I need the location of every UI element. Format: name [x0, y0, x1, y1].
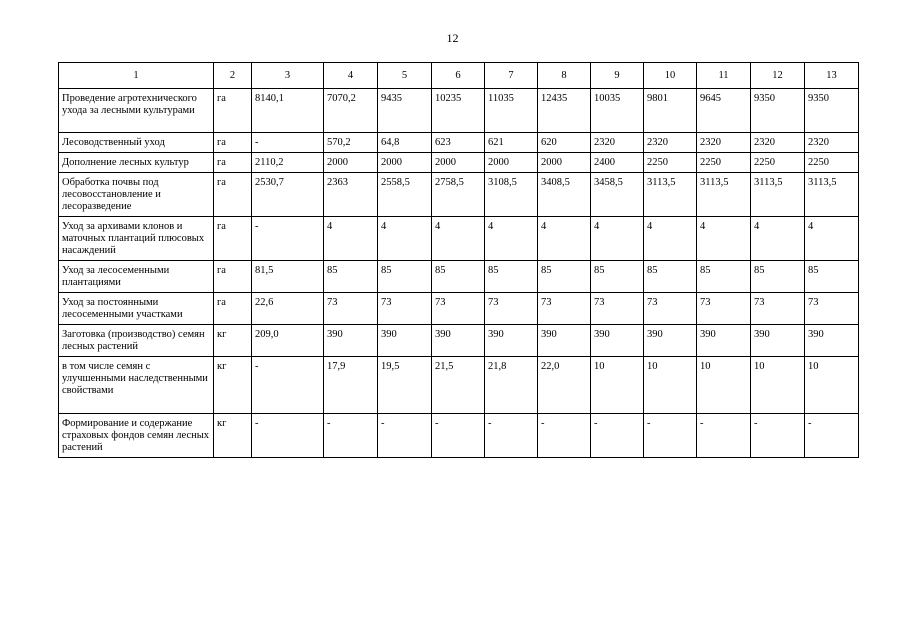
value-cell: -: [644, 414, 697, 458]
value-cell: 85: [644, 261, 697, 293]
value-cell: -: [751, 414, 805, 458]
value-cell: -: [324, 414, 378, 458]
column-header: 6: [432, 63, 485, 89]
unit-cell: га: [214, 261, 252, 293]
value-cell: 621: [485, 133, 538, 153]
value-cell: -: [252, 133, 324, 153]
value-cell: 73: [324, 293, 378, 325]
value-cell: 73: [485, 293, 538, 325]
value-cell: 390: [378, 325, 432, 357]
unit-cell: га: [214, 153, 252, 173]
value-cell: 85: [432, 261, 485, 293]
table-row: [59, 325, 859, 357]
value-cell: 4: [485, 217, 538, 261]
value-cell: 3458,5: [591, 173, 644, 217]
row-name-cell: Проведение агротехнического ухода за лесными культурами: [59, 89, 214, 133]
value-cell: 390: [591, 325, 644, 357]
value-cell: 4: [751, 217, 805, 261]
unit-cell: га: [214, 293, 252, 325]
value-cell: 2000: [378, 153, 432, 173]
column-header: 12: [751, 63, 805, 89]
value-cell: 2250: [697, 153, 751, 173]
value-cell: 73: [751, 293, 805, 325]
table-row: [59, 133, 859, 153]
value-cell: -: [252, 217, 324, 261]
value-cell: 85: [805, 261, 859, 293]
value-cell: 620: [538, 133, 591, 153]
value-cell: 390: [538, 325, 591, 357]
value-cell: 2363: [324, 173, 378, 217]
value-cell: 3408,5: [538, 173, 591, 217]
value-cell: 85: [591, 261, 644, 293]
column-header: 4: [324, 63, 378, 89]
value-cell: 2320: [644, 133, 697, 153]
value-cell: 570,2: [324, 133, 378, 153]
value-cell: -: [432, 414, 485, 458]
value-cell: 85: [697, 261, 751, 293]
value-cell: 9435: [378, 89, 432, 133]
value-cell: 10: [697, 357, 751, 414]
value-cell: 209,0: [252, 325, 324, 357]
value-cell: 2110,2: [252, 153, 324, 173]
column-header: 11: [697, 63, 751, 89]
value-cell: -: [485, 414, 538, 458]
value-cell: 22,6: [252, 293, 324, 325]
table-row: [59, 89, 859, 133]
data-table: [58, 62, 859, 458]
table-header: [59, 63, 859, 89]
value-cell: 390: [805, 325, 859, 357]
value-cell: 2000: [324, 153, 378, 173]
value-cell: 2758,5: [432, 173, 485, 217]
value-cell: 10035: [591, 89, 644, 133]
value-cell: 10: [644, 357, 697, 414]
value-cell: 390: [751, 325, 805, 357]
column-header: 2: [214, 63, 252, 89]
value-cell: -: [591, 414, 644, 458]
column-header: 10: [644, 63, 697, 89]
value-cell: 7070,2: [324, 89, 378, 133]
value-cell: 3113,5: [805, 173, 859, 217]
value-cell: 2000: [485, 153, 538, 173]
value-cell: 73: [432, 293, 485, 325]
row-name-cell: Уход за архивами клонов и маточных плантаций плюсовых насаждений: [59, 217, 214, 261]
page-number: 12: [446, 31, 459, 45]
value-cell: 3113,5: [751, 173, 805, 217]
value-cell: 3108,5: [485, 173, 538, 217]
value-cell: 2320: [805, 133, 859, 153]
table-row: [59, 357, 859, 414]
value-cell: -: [252, 357, 324, 414]
row-name-cell: Уход за постоянными лесосеменными участками: [59, 293, 214, 325]
table-row: [59, 293, 859, 325]
value-cell: 2000: [432, 153, 485, 173]
row-name-cell: Формирование и содержание страховых фондов семян лесных растений: [59, 414, 214, 458]
value-cell: 390: [697, 325, 751, 357]
value-cell: 9645: [697, 89, 751, 133]
unit-cell: га: [214, 133, 252, 153]
unit-cell: кг: [214, 325, 252, 357]
value-cell: 4: [805, 217, 859, 261]
value-cell: 4: [697, 217, 751, 261]
value-cell: 21,8: [485, 357, 538, 414]
unit-cell: га: [214, 217, 252, 261]
value-cell: 64,8: [378, 133, 432, 153]
value-cell: 9350: [805, 89, 859, 133]
value-cell: 81,5: [252, 261, 324, 293]
value-cell: 2530,7: [252, 173, 324, 217]
value-cell: 4: [432, 217, 485, 261]
value-cell: 17,9: [324, 357, 378, 414]
value-cell: 73: [697, 293, 751, 325]
column-header: 8: [538, 63, 591, 89]
value-cell: 10: [751, 357, 805, 414]
value-cell: 9350: [751, 89, 805, 133]
column-header: 13: [805, 63, 859, 89]
value-cell: 73: [805, 293, 859, 325]
value-cell: -: [538, 414, 591, 458]
row-name-cell: Дополнение лесных культур: [59, 153, 214, 173]
value-cell: 390: [432, 325, 485, 357]
value-cell: 85: [485, 261, 538, 293]
row-name-cell: Лесоводственный уход: [59, 133, 214, 153]
table-row: [59, 153, 859, 173]
value-cell: 2250: [644, 153, 697, 173]
value-cell: 10: [591, 357, 644, 414]
unit-cell: кг: [214, 357, 252, 414]
column-header: 9: [591, 63, 644, 89]
table-row: [59, 217, 859, 261]
value-cell: 4: [538, 217, 591, 261]
column-header: 5: [378, 63, 432, 89]
value-cell: -: [378, 414, 432, 458]
table-row: [59, 261, 859, 293]
row-name-cell: Заготовка (производство) семян лесных растений: [59, 325, 214, 357]
value-cell: 2400: [591, 153, 644, 173]
unit-cell: га: [214, 89, 252, 133]
value-cell: 2250: [805, 153, 859, 173]
value-cell: 10235: [432, 89, 485, 133]
unit-cell: га: [214, 173, 252, 217]
value-cell: -: [252, 414, 324, 458]
table-row: [59, 414, 859, 458]
value-cell: 3113,5: [644, 173, 697, 217]
value-cell: 73: [591, 293, 644, 325]
value-cell: 390: [324, 325, 378, 357]
column-header: 1: [59, 63, 214, 89]
value-cell: 12435: [538, 89, 591, 133]
value-cell: -: [805, 414, 859, 458]
value-cell: 2320: [591, 133, 644, 153]
value-cell: 4: [591, 217, 644, 261]
value-cell: 19,5: [378, 357, 432, 414]
value-cell: 11035: [485, 89, 538, 133]
value-cell: 73: [644, 293, 697, 325]
value-cell: 390: [485, 325, 538, 357]
value-cell: 73: [538, 293, 591, 325]
column-header: 7: [485, 63, 538, 89]
value-cell: 9801: [644, 89, 697, 133]
value-cell: 2000: [538, 153, 591, 173]
value-cell: 4: [324, 217, 378, 261]
value-cell: 21,5: [432, 357, 485, 414]
header-row: [59, 63, 859, 89]
row-name-cell: Уход за лесосеменными плантациями: [59, 261, 214, 293]
value-cell: 85: [751, 261, 805, 293]
value-cell: 85: [538, 261, 591, 293]
value-cell: 8140,1: [252, 89, 324, 133]
value-cell: 85: [324, 261, 378, 293]
value-cell: 2250: [751, 153, 805, 173]
value-cell: 4: [378, 217, 432, 261]
value-cell: 623: [432, 133, 485, 153]
value-cell: 4: [644, 217, 697, 261]
unit-cell: кг: [214, 414, 252, 458]
table-row: [59, 173, 859, 217]
value-cell: 22,0: [538, 357, 591, 414]
column-header: 3: [252, 63, 324, 89]
value-cell: -: [697, 414, 751, 458]
value-cell: 2320: [751, 133, 805, 153]
value-cell: 3113,5: [697, 173, 751, 217]
value-cell: 390: [644, 325, 697, 357]
value-cell: 10: [805, 357, 859, 414]
value-cell: 73: [378, 293, 432, 325]
row-name-cell: в том числе семян с улучшенными наследственными свойствами: [59, 357, 214, 414]
table-body: [59, 89, 859, 458]
value-cell: 2558,5: [378, 173, 432, 217]
value-cell: 2320: [697, 133, 751, 153]
value-cell: 85: [378, 261, 432, 293]
row-name-cell: Обработка почвы под лесовосстановление и лесоразведение: [59, 173, 214, 217]
